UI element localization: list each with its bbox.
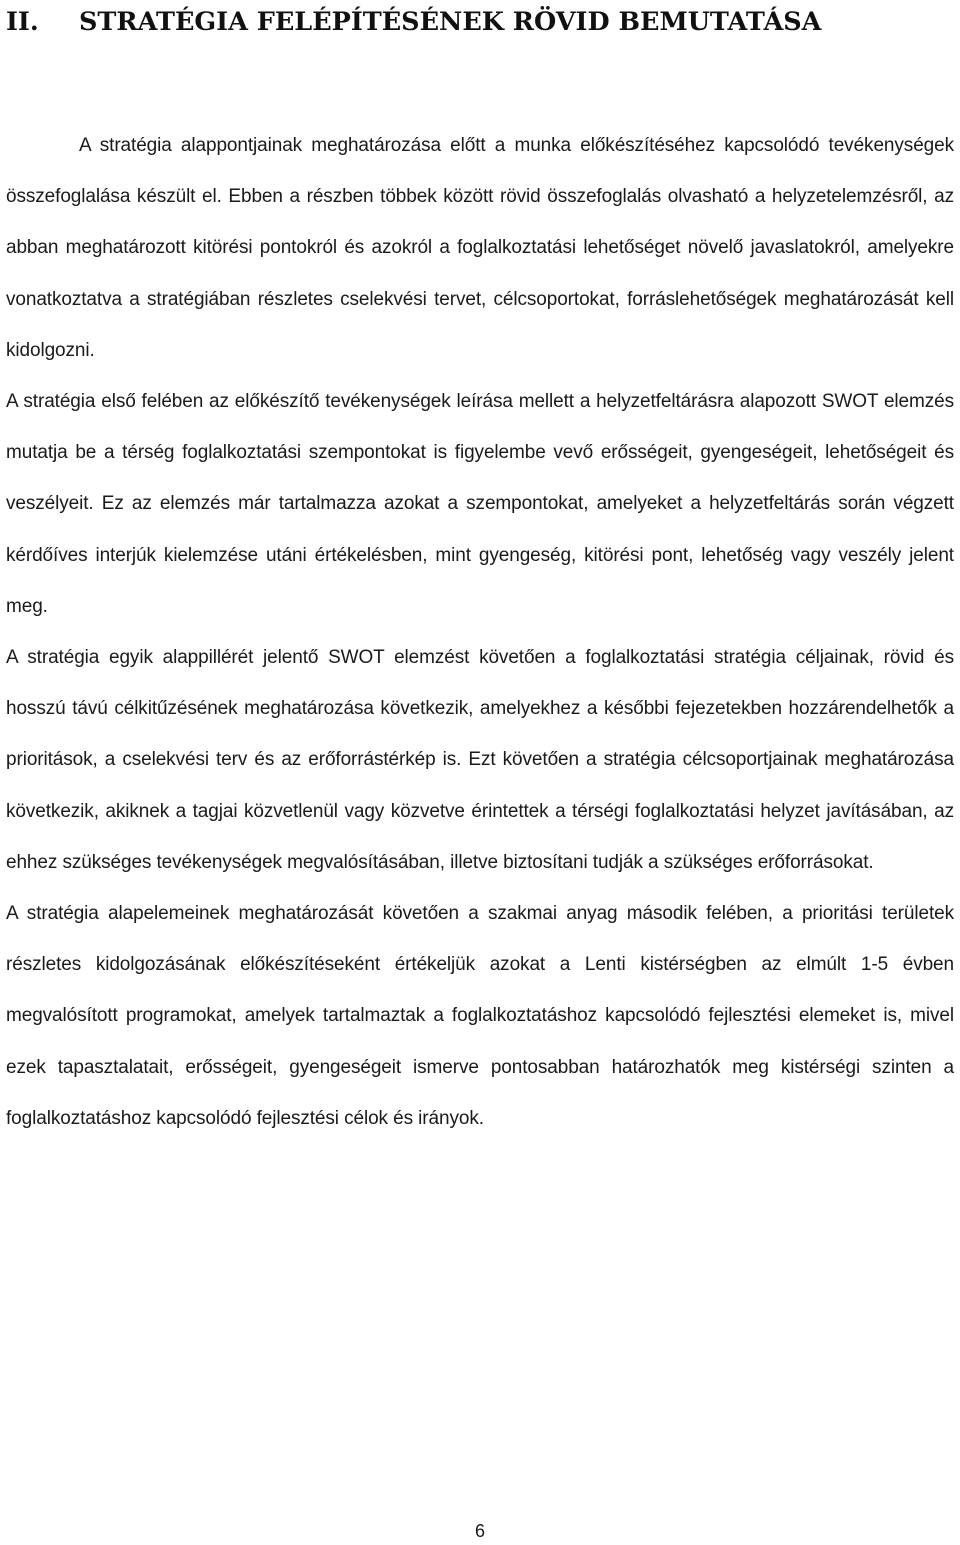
section-number: II. [6,7,39,37]
section-title: STRATÉGIA FELÉPÍTÉSÉNEK RÖVID BEMUTATÁSA [79,7,822,37]
paragraph-2: A stratégia első felében az előkészítő tevékenységek leírása mellett a helyzetfeltárásra alapozott SWOT elemzés mutatja be a térség foglalkoztatási szempontokat is figyelembe vevő erősségeit, gyengeségeit, lehetőségeit és veszélyeit. Ez az elemzés már tartalmazza azokat a szempontokat, amelyeket a helyzetfeltárás során végzett kérdőíves interjúk kielemzése utáni értékelésben, mint gyengeség, kitörési pont, lehetőség vagy veszély jelent meg. [6,391,954,617]
page-number: 6 [474,1521,485,1541]
paragraph-3: A stratégia egyik alappillérét jelentő SWOT elemzést követően a foglalkoztatási stratégia céljainak, rövid és hosszú távú célkitűzésének meghatározása következik, amelyekhez a későbbi fejezetekben hozzárendelhetők a prioritások, a cselekvési terv és az erőforrástérkép is. Ezt követően a stratégia célcsoportjainak meghatározása következik, akiknek a tagjai közvetlenül vagy közvetve érintettek a térségi foglalkoztatási helyzet javításában, az ehhez szükséges tevékenységek megvalósításában, illetve biztosítani tudják a szükséges erőforrásokat. [6,647,954,873]
section-heading [6,4,956,40]
paragraph-4: A stratégia alapelemeinek meghatározását követően a szakmai anyag második felében, a prioritási területek részletes kidolgozásának előkészítéseként értékeljük azokat a Lenti kistérségben az elmúlt 1-5 évben megvalósított programokat, amelyek tartalmaztak a foglalkoztatáshoz kapcsolódó fejlesztési elemeket is, mivel ezek tapasztalatait, erősségeit, gyengeségeit ismerve pontosabban határozhatók meg kistérségi szinten a foglalkoztatáshoz kapcsolódó fejlesztési célok és irányok. [6,903,954,1129]
paragraph-1: A stratégia alappontjainak meghatározása előtt a munka előkészítéséhez kapcsolódó tevékenységek összefoglalása készült el. Ebben a részben többek között rövid összefoglalás olvasható a helyzetelemzésről, az abban meghatározott kitörési pontokról és azokról a foglalkoztatási lehetőséget növelő javaslatokról, amelyekre vonatkoztatva a stratégiában részletes cselekvési tervet, célcsoportokat, forráslehetőségek meghatározását kell kidolgozni. [6,135,954,361]
body-text [6,120,954,1144]
